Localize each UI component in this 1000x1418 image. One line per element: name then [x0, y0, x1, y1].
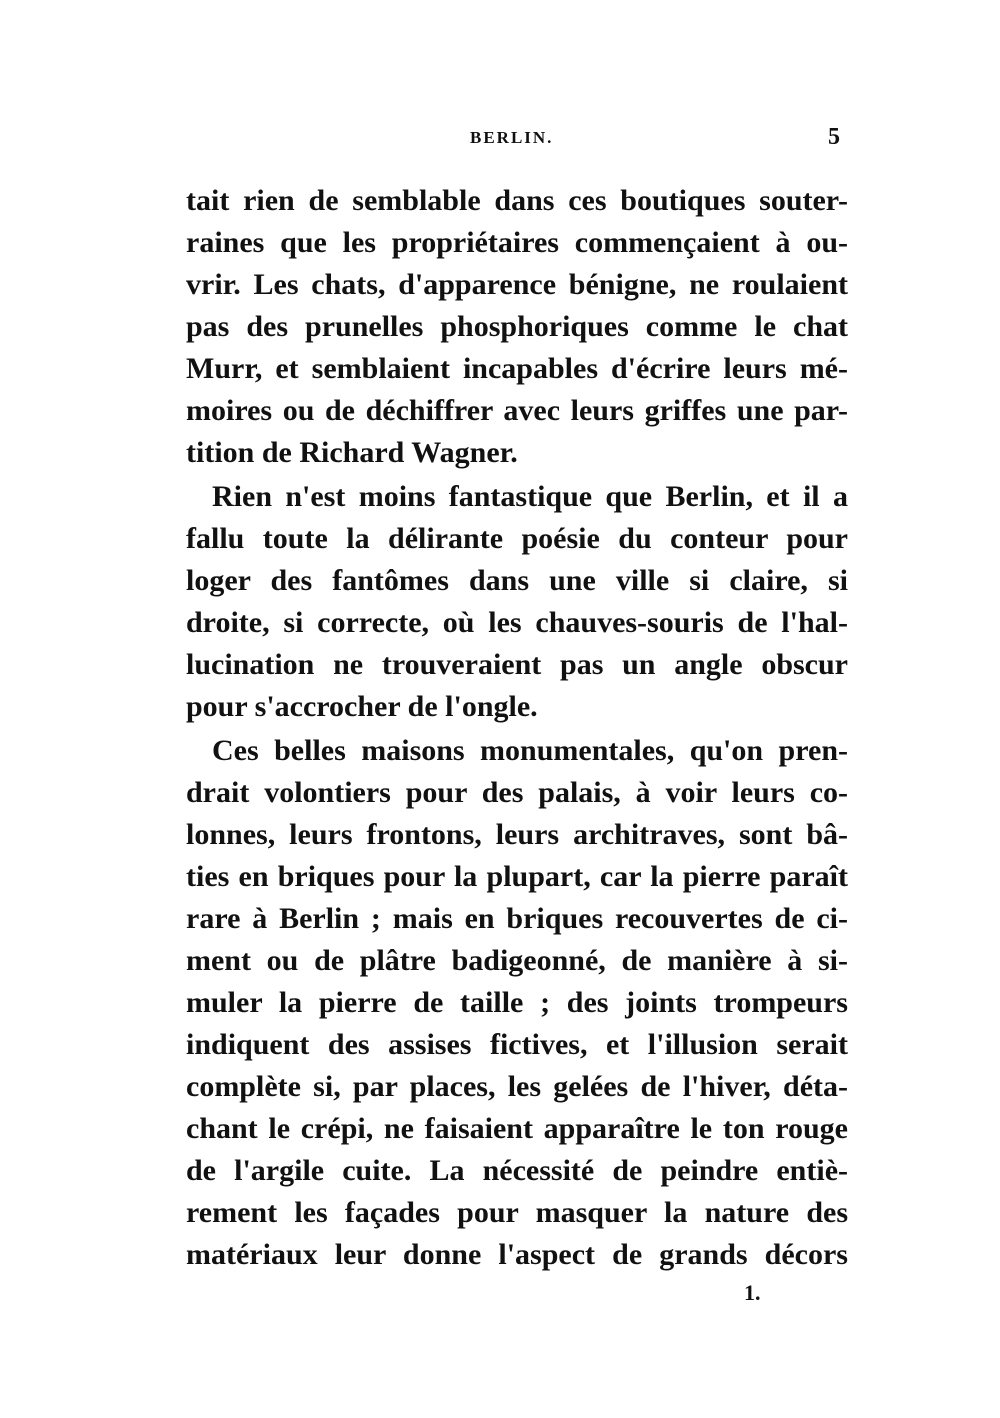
- text-line: drait volontiers pour des palais, à voir leurs co-: [186, 776, 848, 809]
- running-title: BERLIN.: [470, 128, 554, 147]
- text-line: chant le crépi, ne faisaient apparaître le ton rouge: [186, 1112, 848, 1145]
- text-line: vrir. Les chats, d'apparence bénigne, ne roulaient: [186, 268, 848, 301]
- text-line: rement les façades pour masquer la nature des: [186, 1196, 848, 1229]
- text-line: matériaux leur donne l'aspect de grands décors: [186, 1238, 848, 1271]
- text-line: Murr, et semblaient incapables d'écrire leurs mé-: [186, 352, 848, 385]
- running-head: [0, 124, 1000, 156]
- signature-mark: 1.: [744, 1280, 761, 1305]
- page-number: 5: [828, 124, 840, 150]
- text-line: Ces belles maisons monumentales, qu'on pren-: [212, 734, 848, 767]
- text-line: droite, si correcte, où les chauves-souris de l'hal-: [186, 606, 848, 639]
- paragraph-1: [186, 180, 848, 474]
- text-line: loger des fantômes dans une ville si claire, si: [186, 564, 848, 597]
- text-line: pour s'accrocher de l'ongle.: [186, 690, 538, 723]
- text-line: complète si, par places, les gelées de l'hiver, déta-: [186, 1070, 848, 1103]
- text-line: de l'argile cuite. La nécessité de peindre entiè-: [186, 1154, 848, 1187]
- text-line: ment ou de plâtre badigeonné, de manière à si-: [186, 944, 848, 977]
- text-line: tait rien de semblable dans ces boutiques souter-: [186, 184, 848, 217]
- text-line: Rien n'est moins fantastique que Berlin, et il a: [212, 480, 848, 513]
- paragraph-2: [186, 476, 848, 728]
- text-line: pas des prunelles phosphoriques comme le chat: [186, 310, 848, 343]
- text-line: indiquent des assises fictives, et l'illusion serait: [186, 1028, 848, 1061]
- text-line: fallu toute la délirante poésie du conteur pour: [186, 522, 848, 555]
- text-line: raines que les propriétaires commençaient à ou-: [186, 226, 848, 259]
- text-line: ties en briques pour la plupart, car la pierre paraît: [186, 860, 848, 893]
- body-text: [186, 180, 848, 1278]
- text-line: lonnes, leurs frontons, leurs architraves, sont bâ-: [186, 818, 848, 851]
- text-line: moires ou de déchiffrer avec leurs griffes une par-: [186, 394, 848, 427]
- text-line: muler la pierre de taille ; des joints trompeurs: [186, 986, 848, 1019]
- text-line: tition de Richard Wagner.: [186, 436, 518, 469]
- paragraph-3: [186, 730, 848, 1276]
- text-line: rare à Berlin ; mais en briques recouvertes de ci-: [186, 902, 848, 935]
- text-line: lucination ne trouveraient pas un angle obscur: [186, 648, 848, 681]
